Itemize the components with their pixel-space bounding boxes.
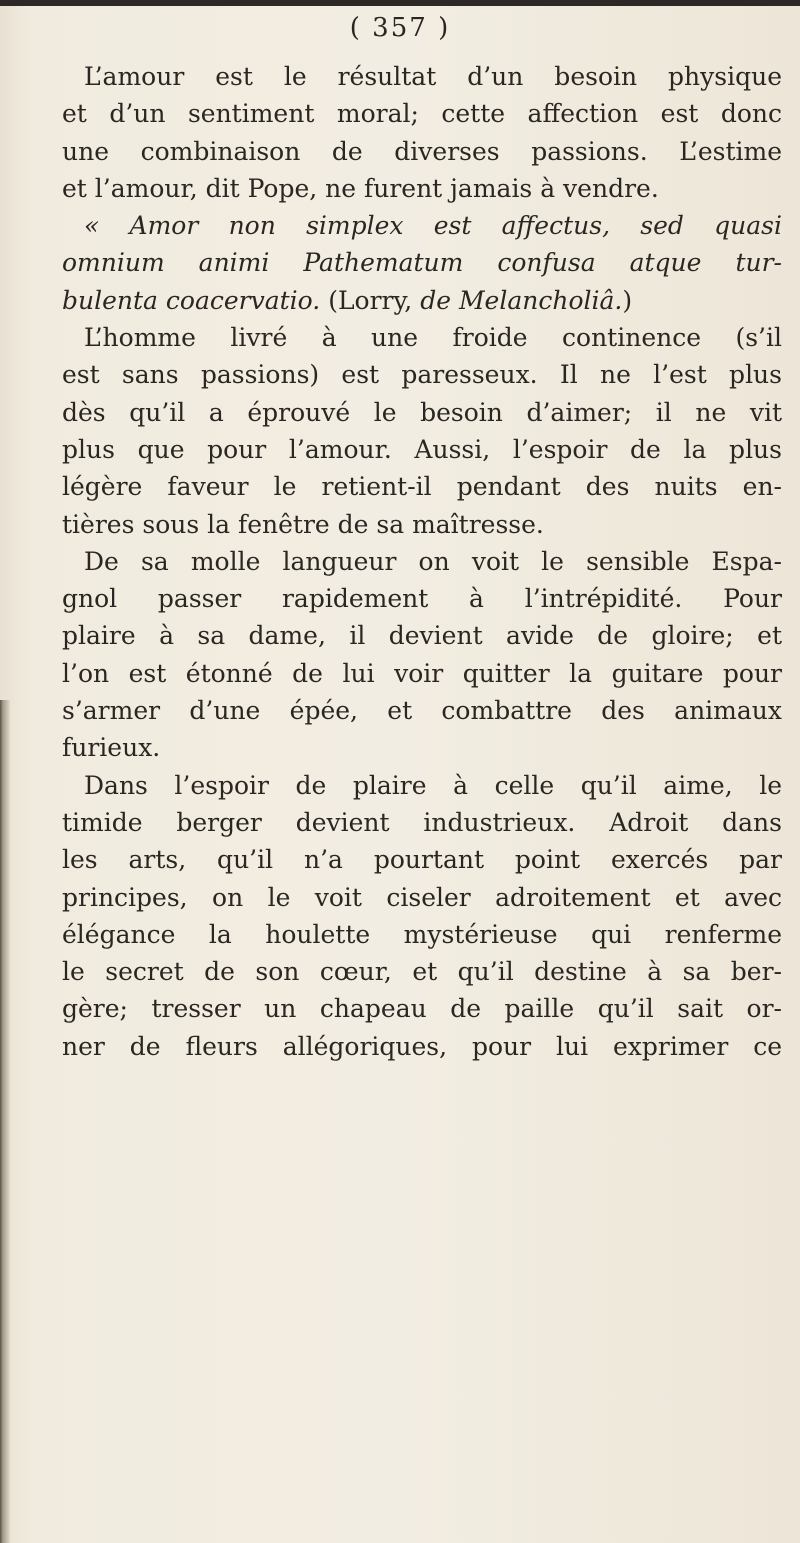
page-top-edge <box>0 0 800 6</box>
body-text <box>62 58 782 1065</box>
text-line: timide berger devient industrieux. Adroit dans <box>62 807 782 837</box>
text-line: L’homme livré à une froide continence (s’il <box>84 323 782 353</box>
text-line-latin-quote: omnium animi Pathematum confusa atque tur- <box>62 248 782 278</box>
text-line: ner de fleurs allégoriques, pour lui exprimer ce <box>62 1031 782 1061</box>
text-line-latin-quote: « Amor non simplex est affectus, sed quasi <box>84 211 782 241</box>
text-line: est sans passions) est paresseux. Il ne l’est plus <box>62 360 782 390</box>
text-line: plaire à sa dame, il devient avide de gloire; et <box>62 621 782 651</box>
page-number: ( 357 ) <box>349 13 451 43</box>
text-line: Dans l’espoir de plaire à celle qu’il aime, le <box>84 770 782 800</box>
text-line: furieux. <box>62 733 161 763</box>
text-line: De sa molle langueur on voit le sensible Espa- <box>84 546 782 576</box>
text-line: tières sous la fenêtre de sa maîtresse. <box>62 509 544 539</box>
text-line: plus que pour l’amour. Aussi, l’espoir de la plus <box>62 434 782 464</box>
latin-quote-end: bulenta coacervatio. <box>62 285 321 315</box>
text-line: une combinaison de diverses passions. L’estime <box>62 136 782 166</box>
text-line: légère faveur le retient-il pendant des nuits en- <box>62 472 782 502</box>
text-line: et d’un sentiment moral; cette affection est donc <box>62 99 782 129</box>
text-line: élégance la houlette mystérieuse qui renferme <box>62 919 782 949</box>
page-binding-edge <box>0 700 10 1543</box>
citation-author: (Lorry, <box>328 285 413 315</box>
text-line: et l’amour, dit Pope, ne furent jamais à vendre. <box>62 173 659 203</box>
text-line: l’on est étonné de lui voir quitter la guitare pour <box>62 658 782 688</box>
text-line: dès qu’il a éprouvé le besoin d’aimer; il ne vit <box>62 397 782 427</box>
text-line: gnol passer rapidement à l’intrépidité. Pour <box>62 584 782 614</box>
text-line: gère; tresser un chapeau de paille qu’il sait or- <box>62 994 782 1024</box>
citation-close: ) <box>622 285 633 315</box>
text-line: s’armer d’une épée, et combattre des animaux <box>62 696 782 726</box>
text-line: L’amour est le résultat d’un besoin physique <box>84 62 782 91</box>
text-line: les arts, qu’il n’a pourtant point exercés par <box>62 845 782 875</box>
text-line-citation <box>62 282 782 319</box>
citation-title: de Melancholiâ. <box>420 285 623 315</box>
text-line: principes, on le voit ciseler adroitement et avec <box>62 882 782 912</box>
text-line: le secret de son cœur, et qu’il destine à sa ber- <box>62 957 782 987</box>
